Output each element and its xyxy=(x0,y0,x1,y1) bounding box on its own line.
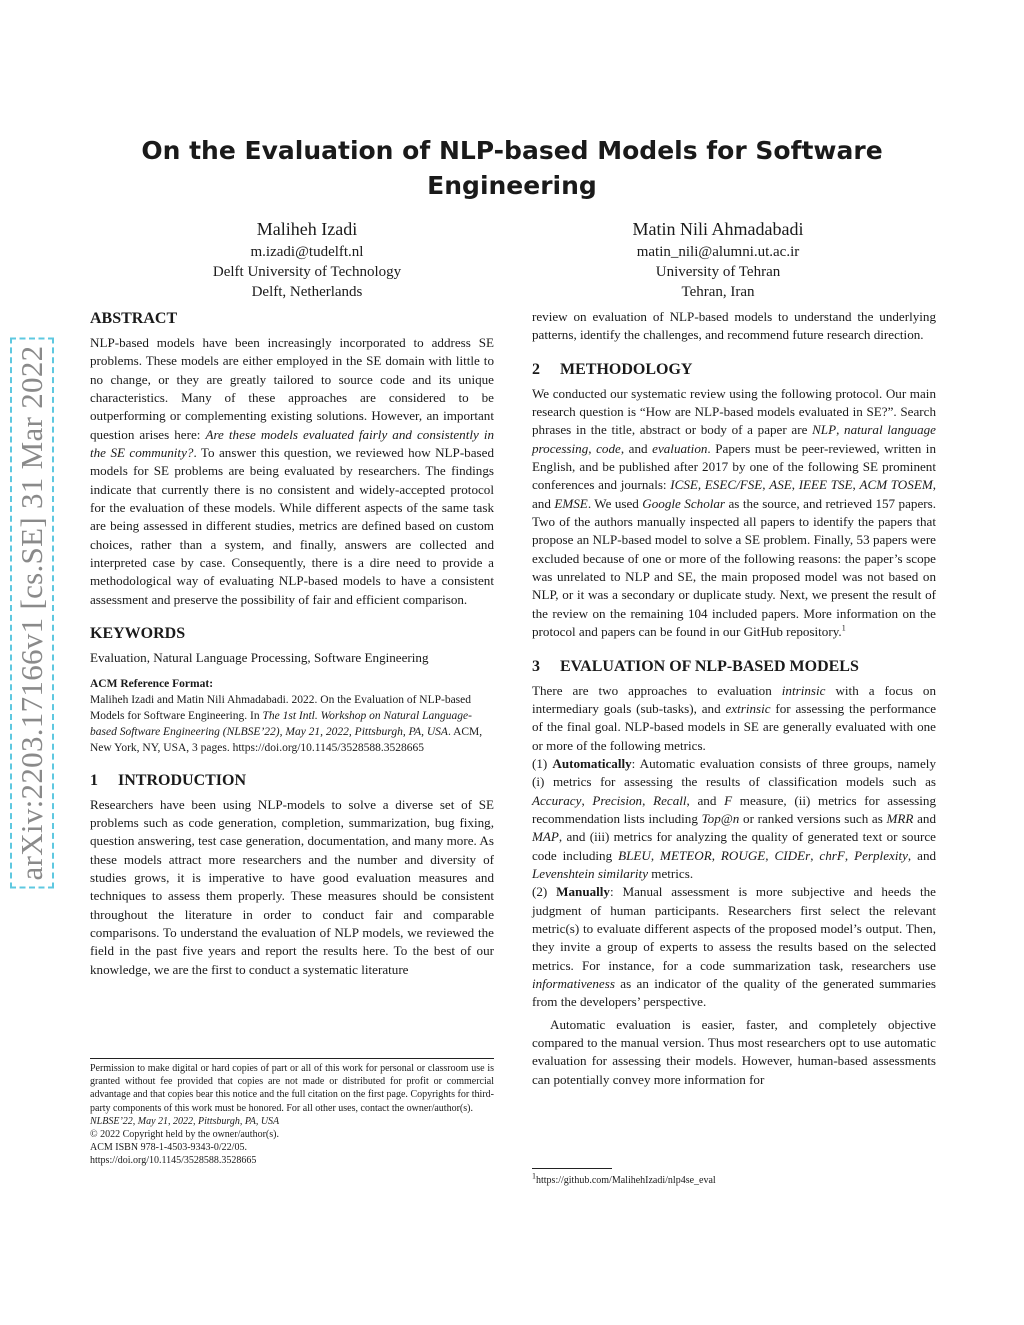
author-email: matin_nili@alumni.ut.ac.ir xyxy=(636,244,800,260)
author-affiliation: University of Tehran xyxy=(655,264,781,280)
title-line-2: Engineering xyxy=(427,171,597,200)
acm-reference-venue: The 1st Intl. Workshop on Natural Language-based Software Engineering (NLBSE’22), May 21, 2022, Pittsburgh, PA, USA xyxy=(90,709,472,738)
footnote-rule xyxy=(532,1168,612,1169)
acm-reference-text: Maliheh Izadi and Matin Nili Ahmadabadi. 2022. On the Evaluation of NLP-based Models for Software Engineering. In The 1st Intl. Workshop on Natural Language-based Software Engineering (NLBSE’22), May 21, 2022, Pittsburgh, PA, USA. ACM, New York, NY, USA, 3 pages. https://doi.org/10.1145/3528588.3528665 xyxy=(90,693,483,754)
keywords-text: Evaluation, Natural Language Processing, Software Engineering xyxy=(90,650,429,666)
evaluation-heading: 3 EVALUATION OF NLP-BASED MODELS xyxy=(532,657,859,675)
author-block-2 xyxy=(508,216,928,302)
evaluation-manual: (2) Manually: Manual assessment is more subjective and heeds the judgment of human participants. Researchers first select the relevant metric(s) to evaluate different aspects of the proposed model’s output. Then, they invite a group of experts to assess the results based on the selected metrics. For instance, for a code summarization task, researchers use informativeness as an indicator of the quality of the generated summaries from the developers’ perspective. xyxy=(532,884,936,1010)
methodology-heading: 2 METHODOLOGY xyxy=(532,360,693,378)
permission-venue: NLBSE’22, May 21, 2022, Pittsburgh, PA, USA xyxy=(90,1115,280,1127)
permission-block xyxy=(90,1062,494,1168)
arxiv-stamp-text: arXiv:2203.17166v1 [cs.SE] 31 Mar 2022 xyxy=(10,338,54,889)
abstract-heading: ABSTRACT xyxy=(90,310,178,327)
author-block-1 xyxy=(97,216,517,302)
permission-rule xyxy=(90,1058,494,1059)
author-name: Matin Nili Ahmadabadi xyxy=(632,219,804,239)
permission-copyright: © 2022 Copyright held by the owner/author(s). xyxy=(90,1129,279,1141)
introduction-text: Researchers have been using NLP-models to solve a diverse set of SE problems such as code generation, completion, summarization, bug fixing, question answering, test case generation, documentation, and many more. As these models attract more researchers and the number and diversity of studies grows, it is imperative to have good evaluation measures and techniques to assess them properly. These measures should be consistent throughout the literature in order to conduct fair and comparable comparisons. To understand the evaluation of NLP models, we reviewed the field in the past five years and report the results here. To the best of our knowledge, we are the first to conduct a systematic literature xyxy=(90,796,494,977)
author-email: m.izadi@tudelft.nl xyxy=(250,244,364,260)
title-line-1: On the Evaluation of NLP-based Models for Software xyxy=(141,136,883,165)
permission-doi: https://doi.org/10.1145/3528588.3528665 xyxy=(90,1155,257,1167)
author-location: Tehran, Iran xyxy=(681,284,755,300)
abstract-text: NLP-based models have been increasingly incorporated to address SE problems. These models are either employed in the SE domain with little to no change, or they are greatly tailored to source code and its unique characteristics. Many of these approaches are considered to be outperforming or complementing existing solutions. However, an important question arises here: Are these models evaluated fairly and consistently in the SE community?. To answer this question, we reviewed how NLP-based models for SE problems are being evaluated by researchers. The findings indicate that currently there is no consistent and widely-accepted protocol for the evaluation of these models. While different aspects of the same task are being assessed in different studies, metrics are defined based on custom choices, rather than a system, and finally, answers are collected and interpreted case by case. Consequently, there is a dire need to provide a methodological way of evaluating NLP-based models to have a consistent assessment and preserve the possibility of fair and efficient comparison. xyxy=(90,335,494,607)
permission-text: Permission to make digital or hard copies of part or all of this work for personal or classroom use is granted without fee provided that copies are not made or distributed for profit or commercial advantage and that copies bear this notice and the full citation on the first page. Copyrights for third-party components of this work must be honored. For all other uses, contact the owner/author(s). xyxy=(90,1063,494,1114)
paper-title xyxy=(100,133,924,203)
left-column xyxy=(90,308,494,979)
evaluation-intro: There are two approaches to evaluation intrinsic with a focus on intermediary goals (sub-tasks), and extrinsic for assessing the performance of the final goal. NLP-based models in SE are generally evaluated with one or more of the following metrics. xyxy=(532,682,937,753)
footnote-marker: 1 xyxy=(841,623,846,633)
acm-reference-heading: ACM Reference Format: xyxy=(90,677,214,690)
evaluation-automatic: (1) Automatically: Automatic evaluation consists of three groups, namely (i) metrics for assessing the results of classification models such as Accuracy, Precision, Recall, and F measure, (ii) metrics for assessing recommendation lists including Top@n or ranked versions such as MRR and MAP, and (iii) metrics for analyzing the quality of generated text or source code including BLEU, METEOR, ROUGE, CIDEr, chrF, Perplexity, and Levenshtein similarity metrics. xyxy=(532,755,937,881)
arxiv-stamp xyxy=(10,318,54,908)
author-name: Maliheh Izadi xyxy=(256,219,358,239)
abstract-question: Are these models evaluated fairly and consistently in the SE community? xyxy=(90,426,494,461)
introduction-heading: 1 INTRODUCTION xyxy=(90,771,247,789)
introduction-continued: review on evaluation of NLP-based models to understand the underlying patterns, identify the challenges, and recommend future research direction. xyxy=(532,309,936,343)
footnote: $^1$https://github.com/MalihehIzadi/nlp4se_eval xyxy=(532,1171,716,1186)
permission-isbn: ACM ISBN 978-1-4503-9343-0/22/05. xyxy=(90,1142,247,1154)
evaluation-comparison: Automatic evaluation is easier, faster, and completely objective compared to the manual version. Thus most researchers opt to use automatic evaluation for assessing their models. However, human-based assessments can potentially convey more information for xyxy=(532,1016,936,1087)
right-column xyxy=(532,308,936,1089)
author-location: Delft, Netherlands xyxy=(251,284,363,300)
keywords-heading: KEYWORDS xyxy=(90,625,186,643)
footnote-url[interactable]: https://github.com/MalihehIzadi/nlp4se_eval xyxy=(536,1175,716,1186)
methodology-text: We conducted our systematic review using the following protocol. Our main research question is “How are NLP-based models evaluated in SE?”. Search phrases in the title, abstract or body of a paper are NLP, natural language processing, code, and evaluation. Papers must be peer-reviewed, written in English, and be published after 2017 by one of the following SE prominent conferences and journals: ICSE, ESEC/FSE, ASE, IEEE TSE, ACM TOSEM, and EMSE. We used Google Scholar as the source, and retrieved 157 papers. Two of the authors manually inspected all papers to identify the papers that propose an NLP-based model to solve a SE problem. Finally, 53 papers were excluded because of one or more of the following reasons: the paper’s scope was unrelated to NLP and SE, the main proposed model was not based on NLP, or it was a secondary or duplicate study. Next, we present the result of the review on the remaining 104 included papers. More information on the protocol and papers can be found in our GitHub repository.$^1$ xyxy=(532,385,937,640)
author-affiliation: Delft University of Technology xyxy=(212,264,402,280)
